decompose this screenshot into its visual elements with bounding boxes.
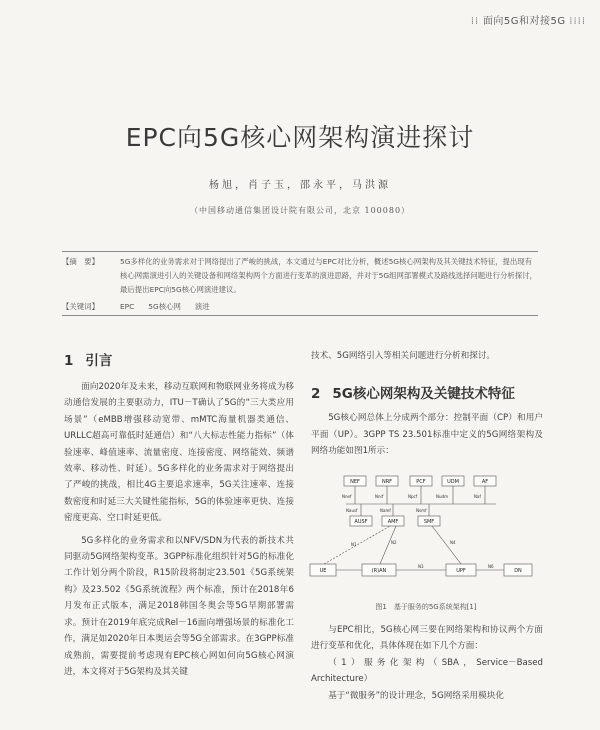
keywords-label: 【关键词】	[62, 302, 99, 311]
node-label: UDM	[447, 479, 459, 485]
interface-label: Naf	[474, 494, 481, 499]
node-label: UE	[319, 568, 327, 574]
keywords-row	[62, 301, 538, 313]
node-label: (R)AN	[371, 568, 387, 574]
node-label: AF	[481, 479, 489, 485]
section1-number: 1	[64, 353, 74, 369]
right-column-bottom	[311, 622, 543, 704]
section1-heading	[64, 351, 294, 371]
body-paragraph: 与EPC相比，5G核心网三要在网络架构和协议两个方面进行变革和优化，具体体现在如下几个方面：	[311, 625, 543, 652]
node-label: AUSF	[354, 519, 368, 525]
section1-title: 引言	[85, 353, 113, 369]
interface-label: Nausf	[346, 508, 358, 513]
keyword: EPC	[120, 302, 135, 311]
interface-label: Nnrf	[375, 494, 384, 499]
section2-number: 2	[311, 386, 321, 403]
abstract-text: 5G多样化的业务需求对于网络提出了严峻的挑战，本文通过与EPC对比分析，概述5G核心网架构及其关键技术特征，提出现有核心网需演进引入的关键设备和网络架构两个方面进行变革的演进思路，并对于5G组网部署模式及路线选择问题进行分析探讨，最后提出EPC向5G核心网演进建议。	[120, 257, 537, 294]
body-paragraph: 基于“微服务”的设计理念，5G网络采用模块化	[328, 690, 504, 701]
node-label: DN	[514, 568, 522, 574]
left-column	[64, 351, 294, 680]
section2-heading	[311, 384, 543, 404]
5g-architecture-diagram	[306, 468, 546, 598]
node-label: NRF	[381, 479, 393, 485]
section1-paragraph: 5G多样化的业务需求和以NFV/SDN为代表的新技术共同驱动5G网络架构变革。3GPP标准化组织针对5G的标准化工作计划分两个阶段，R15阶段将制定23.501《5G系统架构》及23.502《5G系统流程》两个标准，预计在2018年6月发布正式版本，满足2018韩国冬奥会等5G早期部署需求。预计在2019年底完成Rel－16面向增强场景的标准化工作，满足如2020年日本奥运会等5G全部需求。在3GPP标准成熟前，需要提前考虑现有EPC核心网如何向5G核心网演进，本文将对于5G架构及其关键	[64, 535, 294, 677]
section1-paragraph: 面向2020年及未来，移动互联网和物联网业务将成为移动通信发展的主要驱动力，ITU－T确认了5G的“三大类应用场景”（eMBB增强移动宽带、mMTC海量机器类通信、URLLC超高可靠低时延通信）和“八大标志性能力指标”（体验速率、峰值速率、流量密度、连接密度、网络能效、频谱效率、移动性、时延）。5G多样化的业务需求对于网络提出了严峻的挑战，相比4G主要追求速率，5G关注速率、连接数密度和时延三大关键性能指标，5G的体验速率更快、连接密度更高、空口时延更低。	[64, 382, 294, 524]
abstract-label: 【摘 要】	[62, 257, 99, 266]
abstract-block	[62, 251, 538, 316]
figure-caption: 图1 基于服务的5G系统架构[1]	[375, 603, 477, 611]
interface-label: N1	[351, 542, 357, 547]
header-marks-right: ⁞⁞⁞⁞	[569, 16, 586, 27]
header-label: 面向5G和对接5G	[482, 16, 566, 27]
node-label: AMF	[387, 519, 399, 525]
running-header	[471, 12, 586, 27]
interface-label: Npcf	[408, 494, 418, 499]
node-label: NEF	[350, 479, 360, 485]
interface-label: N4	[450, 540, 456, 545]
article-affiliation: （中国移动通信集团设计院有限公司，北京 100080）	[189, 206, 411, 215]
list-item: （1）服务化架构（SBA，Service－Based Architecture）	[311, 657, 543, 685]
node-label: UPF	[456, 568, 466, 574]
interface-label: Namf	[380, 508, 391, 513]
section2-title: 5G核心网架构及关键技术特征	[332, 386, 515, 403]
interface-label: Nnef	[342, 494, 352, 499]
article-title: EPC向5G核心网架构演进探讨	[125, 123, 475, 152]
section2-paragraph: 5G核心网总体上分成两个部分：控制平面（CP）和用户平面（UP）。3GPP TS 23.501标准中定义的5G网络架构及网络功能如图1所示：	[311, 413, 543, 457]
interface-label: N6	[488, 564, 494, 569]
interface-label: N3	[418, 564, 424, 569]
right-column-top	[311, 348, 543, 460]
article-authors: 杨旭，肖子玉，邵永平，马洪源	[209, 180, 391, 191]
interface-label: Nudm	[436, 494, 448, 499]
continuation-text: 技术、5G网络引入等相关问题进行分析和探讨。	[311, 351, 496, 361]
keyword: 演进	[194, 302, 210, 311]
node-label: PCF	[416, 479, 426, 485]
interface-label: N2	[391, 540, 397, 545]
interface-label: Nsmf	[416, 508, 427, 513]
header-marks-left: ⁞⁞	[470, 16, 480, 27]
keyword: 5G核心网	[148, 302, 181, 311]
node-label: SMF	[423, 519, 435, 525]
